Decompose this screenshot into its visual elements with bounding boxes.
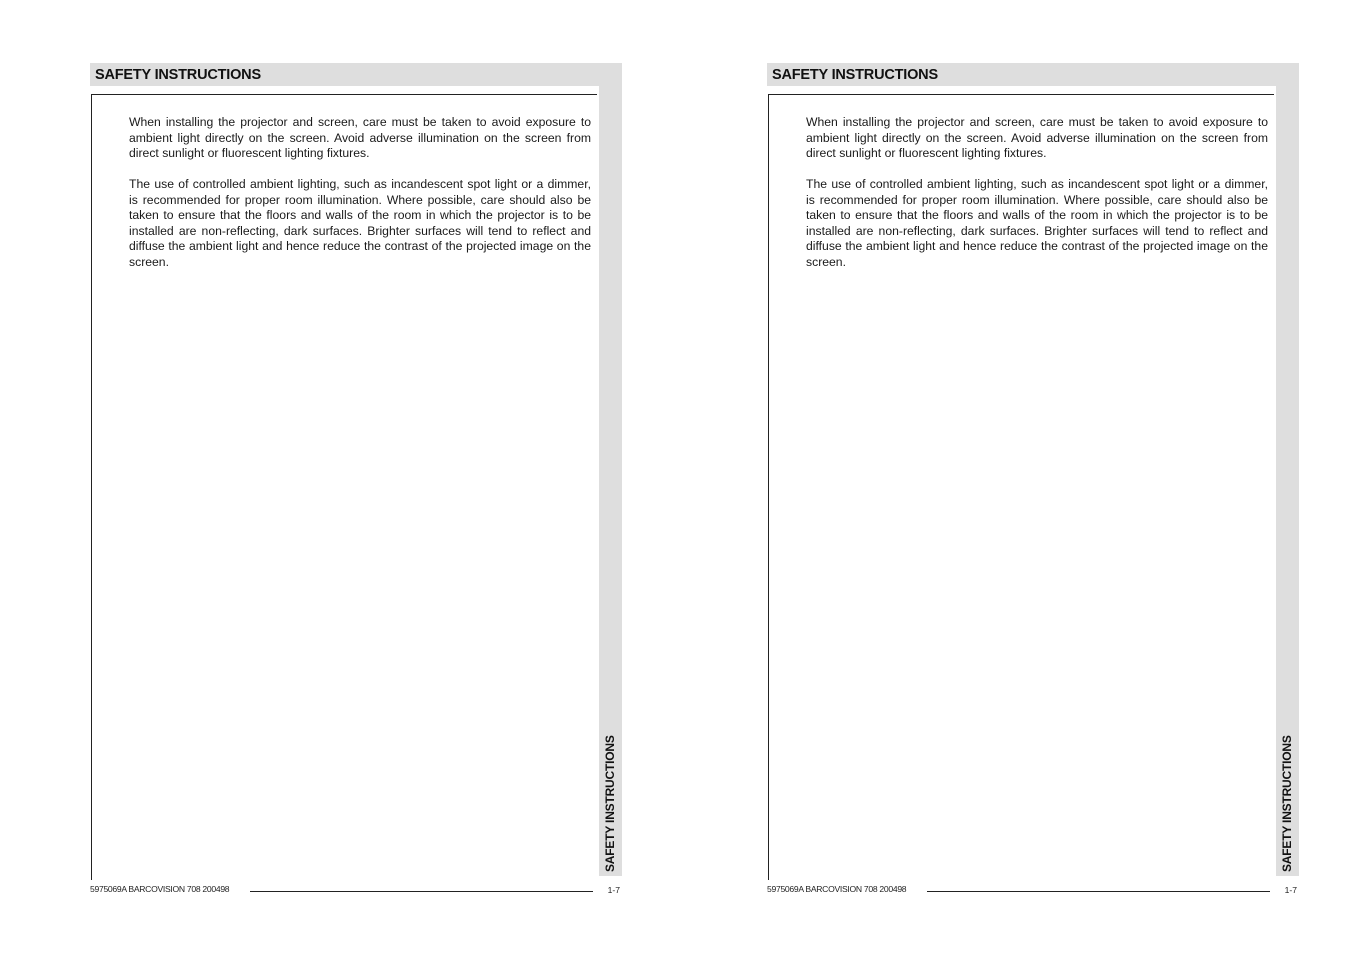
footer-rule — [927, 891, 1270, 892]
side-tab — [1276, 86, 1299, 876]
document-code: 5975069A BARCOVISION 708 200498 — [90, 884, 230, 894]
paragraph-2: The use of controlled ambient lighting, such as incandescent spot light or a dimmer, is recommended for proper room illumination. Where possible, care should also be taken to ensure that the floors and walls of the room in which the projector is to be installed are non-reflecting, dark surfaces. Brighter surfaces will tend to reflect and diffuse the ambient light and hence reduce the contrast of the projected image on the screen. — [129, 177, 591, 269]
document-page-left — [88, 0, 648, 954]
frame-top-rule — [768, 94, 1274, 95]
paragraph-1: When installing the projector and screen, care must be taken to avoid exposure to ambient light directly on the screen. Avoid adverse illumination on the screen from direct sunlight or fluorescent lighting fixtures. — [806, 115, 1268, 160]
paragraph-1: When installing the projector and screen, care must be taken to avoid exposure to ambient light directly on the screen. Avoid adverse illumination on the screen from direct sunlight or fluorescent lighting fixtures. — [129, 115, 591, 160]
page-title: SAFETY INSTRUCTIONS — [95, 67, 261, 83]
page-footer — [90, 884, 622, 898]
frame-left-rule — [91, 94, 92, 880]
paragraph-2: The use of controlled ambient lighting, such as incandescent spot light or a dimmer, is recommended for proper room illumination. Where possible, care should also be taken to ensure that the floors and walls of the room in which the projector is to be installed are non-reflecting, dark surfaces. Brighter surfaces will tend to reflect and diffuse the ambient light and hence reduce the contrast of the projected image on the screen. — [806, 177, 1268, 269]
page-number: 1-7 — [607, 885, 620, 895]
frame-left-rule — [768, 94, 769, 880]
page-title: SAFETY INSTRUCTIONS — [772, 67, 938, 83]
header-bar — [90, 63, 622, 86]
footer-rule — [250, 891, 593, 892]
side-tab-label: SAFETY INSTRUCTIONS — [602, 735, 617, 872]
header-bar — [767, 63, 1299, 86]
frame-top-rule — [91, 94, 597, 95]
document-code: 5975069A BARCOVISION 708 200498 — [767, 884, 907, 894]
body-text — [806, 115, 1268, 286]
page-number: 1-7 — [1284, 885, 1297, 895]
page-footer — [767, 884, 1299, 898]
body-text — [129, 115, 591, 286]
side-tab-label: SAFETY INSTRUCTIONS — [1279, 735, 1294, 872]
side-tab — [599, 86, 622, 876]
document-page-right — [765, 0, 1325, 954]
